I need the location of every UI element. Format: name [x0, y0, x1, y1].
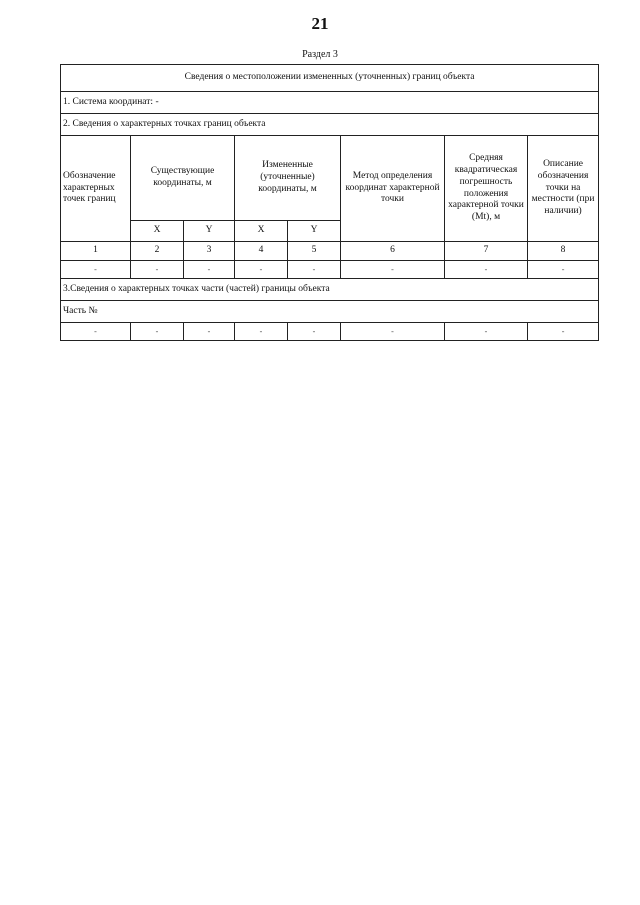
table-cell: - [184, 261, 235, 279]
column-number: 8 [528, 242, 599, 261]
column-number: 6 [341, 242, 445, 261]
header-existing-y: Y [184, 221, 235, 242]
table-cell: - [61, 261, 131, 279]
table-cell: - [235, 261, 288, 279]
column-number: 1 [61, 242, 131, 261]
column-number-row [61, 242, 599, 261]
header-designation: Обозначение характерных точек границ [61, 136, 131, 242]
table-cell: - [445, 323, 528, 341]
table-cell: - [131, 261, 184, 279]
table-title: Сведения о местоположении измененных (уточненных) границ объекта [61, 65, 599, 92]
table-cell: - [528, 261, 599, 279]
table-cell: - [288, 261, 341, 279]
table-cell: - [341, 323, 445, 341]
coordinate-system-row: 1. Система координат: - [61, 92, 599, 114]
header-changed-x: X [235, 221, 288, 242]
table-cell: - [288, 323, 341, 341]
boundary-points-table [60, 64, 599, 341]
table-cell: - [445, 261, 528, 279]
section-title: Раздел 3 [302, 49, 338, 60]
part-number-row: Часть № [61, 301, 599, 323]
table-cell: - [184, 323, 235, 341]
header-changed-y: Y [288, 221, 341, 242]
header-changed-coordinates: Измененные (уточненные) координаты, м [235, 136, 341, 221]
column-number: 7 [445, 242, 528, 261]
table-row [61, 323, 599, 341]
points-heading-row: 2. Сведения о характерных точках границ объекта [61, 114, 599, 136]
table-cell: - [528, 323, 599, 341]
header-existing-coordinates: Существующие координаты, м [131, 136, 235, 221]
table-cell: - [131, 323, 184, 341]
header-method: Метод определения координат характерной точки [341, 136, 445, 242]
header-accuracy: Средняя квадратическая погрешность положения характерной точки (Mt), м [445, 136, 528, 242]
column-number: 3 [184, 242, 235, 261]
table-cell: - [61, 323, 131, 341]
column-number: 5 [288, 242, 341, 261]
parts-heading-row: 3.Сведения о характерных точках части (частей) границы объекта [61, 279, 599, 301]
column-number: 4 [235, 242, 288, 261]
header-existing-x: X [131, 221, 184, 242]
header-description: Описание обозначения точки на местности (при наличии) [528, 136, 599, 242]
page-number: 21 [311, 14, 329, 33]
table-row [61, 261, 599, 279]
column-number: 2 [131, 242, 184, 261]
table-cell: - [341, 261, 445, 279]
table-cell: - [235, 323, 288, 341]
